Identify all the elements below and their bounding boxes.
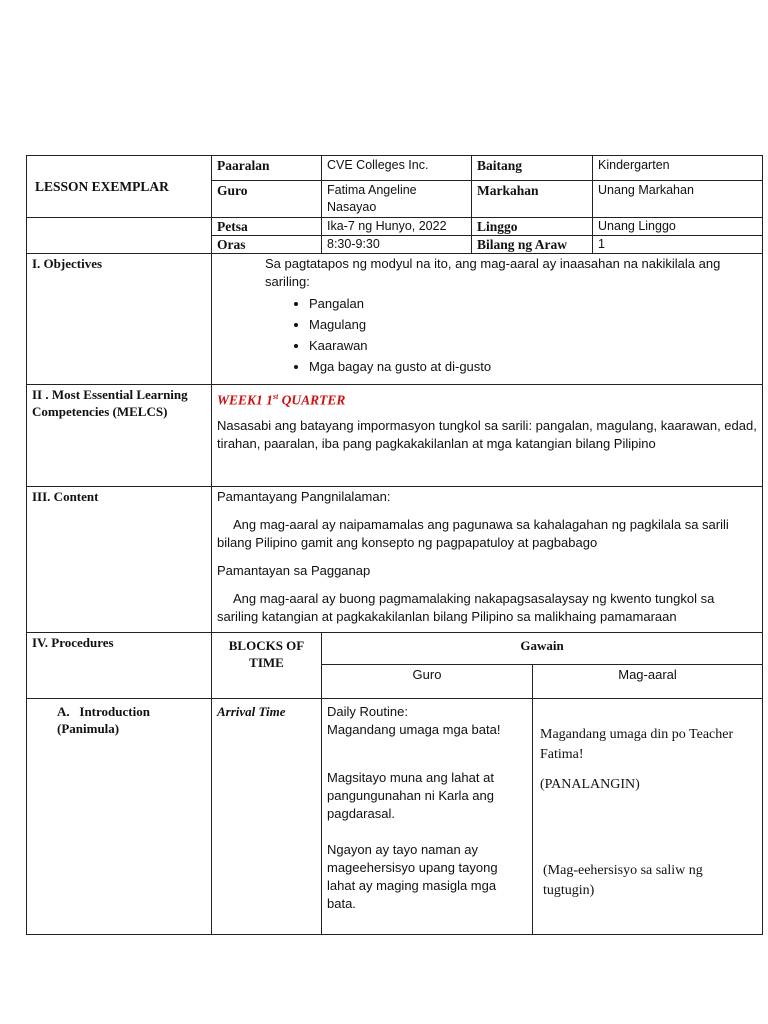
student-text-1: Magandang umaga din po Teacher Fatima! <box>540 727 734 762</box>
objectives-label: I. Objectives <box>27 254 212 385</box>
content-para-2: Ang mag-aaral ay buong pagmamalaking nakapagsasalaysay ng kwento tungkol sa sariling katangian at pagkakakilanlan bilang Pilipino sa malikhaing pamamaraan <box>217 591 715 624</box>
introduction-label: A. Introduction (Panimula) <box>27 699 212 935</box>
paaralan-label: Paaralan <box>212 156 322 181</box>
blocks-of-time-header: BLOCKS OF TIME <box>212 633 322 699</box>
guro-value: Fatima Angeline Nasayao <box>322 181 472 218</box>
guro-label: Guro <box>212 181 322 218</box>
petsa-value: Ika-7 ng Hunyo, 2022 <box>322 218 472 236</box>
guro-column-header: Guro <box>322 665 533 699</box>
linggo-label: Linggo <box>472 218 593 236</box>
objective-item: • Mga bagay na gusto at di-gusto <box>309 356 757 377</box>
gawain-header: Gawain <box>322 633 763 665</box>
magaaral-activity-cell <box>533 699 763 935</box>
linggo-value: Unang Linggo <box>593 218 763 236</box>
guro-text-1: Daily Routine: <box>327 704 408 719</box>
melcs-label: II . Most Essential Learning Competencies (MELCS) <box>27 385 212 487</box>
objectives-list <box>217 293 757 377</box>
guro-text-2: Magandang umaga mga bata! <box>327 722 501 737</box>
lesson-title: LESSON EXEMPLAR <box>27 156 212 218</box>
paaralan-value: CVE Colleges Inc. <box>322 156 472 181</box>
objectives-intro: Sa pagtatapos ng modyul na ito, ang mag-aaral ay inaasahan na nakikilala ang sariling: <box>265 256 721 289</box>
lesson-table <box>26 155 763 935</box>
week-text: WEEK1 1 <box>217 392 273 408</box>
objective-item: • Magulang <box>309 314 757 335</box>
guro-text-4: Ngayon ay tayo naman ay mageehersisyo upang tayong lahat ay maging masigla mga bata. <box>327 842 498 911</box>
melcs-cell <box>212 385 763 487</box>
oras-label: Oras <box>212 236 322 254</box>
guro-activity-cell <box>322 699 533 935</box>
magaaral-column-header: Mag-aaral <box>533 665 763 699</box>
week-quarter-heading <box>217 388 757 409</box>
week-sup: st <box>272 392 279 401</box>
melcs-text: Nasasabi ang batayang impormasyon tungkol sa sarili: pangalan, magulang, kaarawan, edad, tirahan, paaralan, iba pang pagkakakilanlan at mga katangian bilang Pilipino <box>217 417 757 451</box>
content-heading-1: Pamantayang Pangnilalaman: <box>217 489 391 504</box>
markahan-value: Unang Markahan <box>593 181 763 218</box>
markahan-label: Markahan <box>472 181 593 218</box>
petsa-label: Petsa <box>212 218 322 236</box>
student-text-3: (Mag-eehersisyo sa saliw ng tugtugin) <box>543 863 703 898</box>
lesson-exemplar-document <box>26 155 762 935</box>
baitang-label: Baitang <box>472 156 593 181</box>
oras-value: 8:30-9:30 <box>322 236 472 254</box>
content-heading-2: Pamantayan sa Pagganap <box>217 563 371 578</box>
arrival-time-block: Arrival Time <box>212 699 322 935</box>
content-para-1: Ang mag-aaral ay naipamamalas ang pagunawa sa kahalagahan ng pagkilala sa sarili bilang Pilipino gamit ang konsepto ng pagpapatuloy at pagbabago <box>217 517 729 550</box>
content-cell <box>212 487 763 633</box>
objective-item: • Pangalan <box>309 293 757 314</box>
lesson-title-spacer <box>27 218 212 254</box>
objectives-cell <box>212 254 763 385</box>
guro-text-3: Magsitayo muna ang lahat at pangungunahan ni Karla ang pagdarasal. <box>327 770 494 821</box>
content-label: III. Content <box>27 487 212 633</box>
bilang-label: Bilang ng Araw <box>472 236 593 254</box>
procedures-label: IV. Procedures <box>27 633 212 699</box>
quarter-text: QUARTER <box>278 392 346 408</box>
baitang-value: Kindergarten <box>593 156 763 181</box>
bilang-value: 1 <box>593 236 763 254</box>
student-text-2: (PANALANGIN) <box>540 777 640 792</box>
objective-item: • Kaarawan <box>309 335 757 356</box>
